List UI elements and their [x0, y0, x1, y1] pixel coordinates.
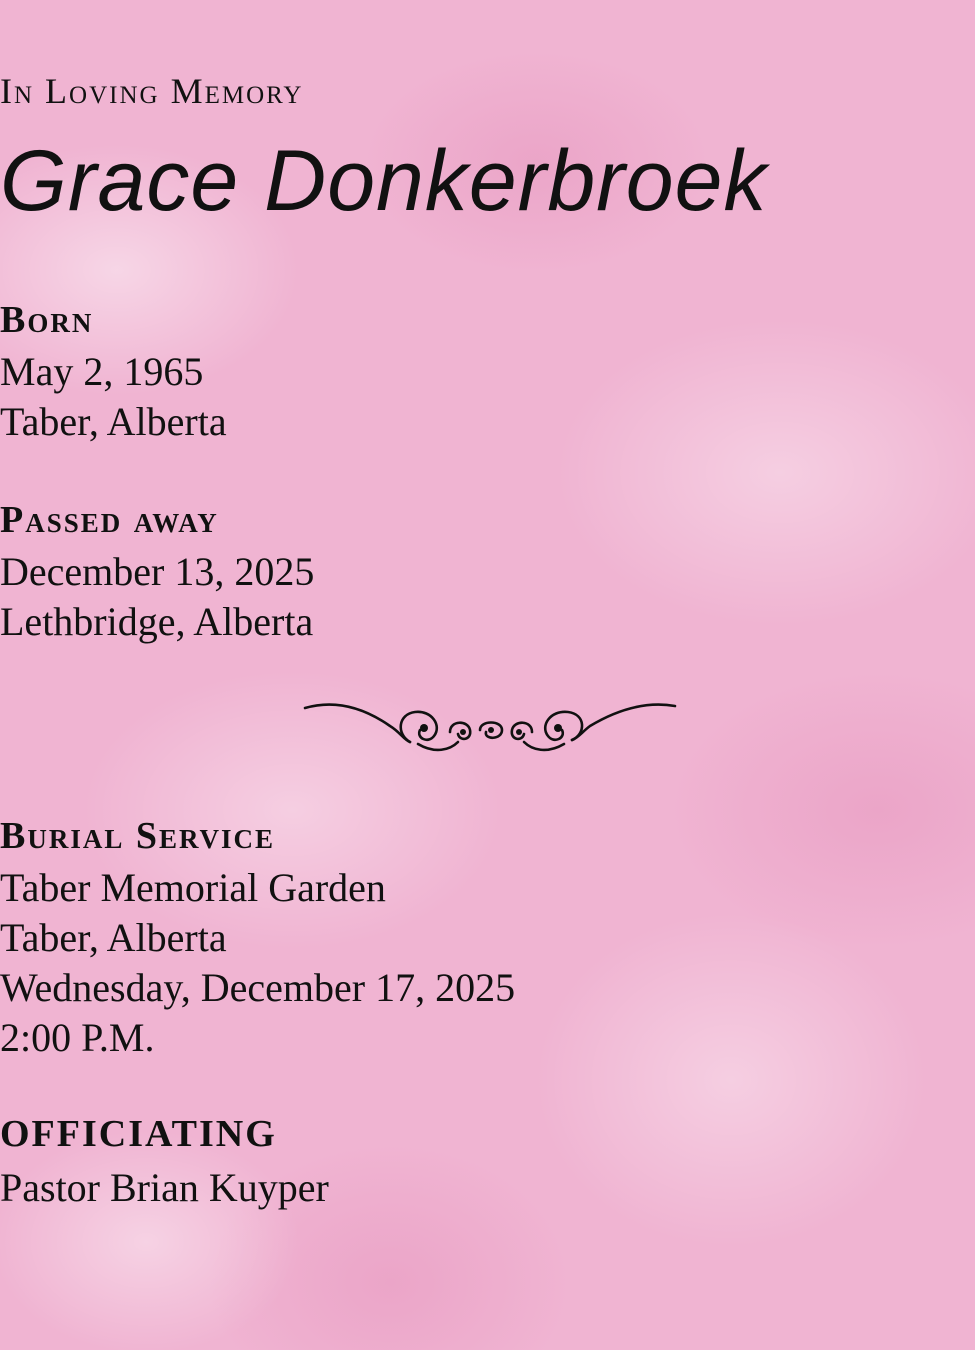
passed-away-date: December 13, 2025 [0, 549, 315, 594]
passed-away-label: Passed away [0, 499, 219, 541]
in-loving-memory-heading: In Loving Memory [0, 71, 304, 111]
burial-venue: Taber Memorial Garden [0, 865, 386, 910]
burial-time: 2:00 P.M. [0, 1015, 155, 1060]
burial-date: Wednesday, December 17, 2025 [0, 965, 516, 1010]
deceased-name: Grace Donkerbroek [0, 133, 768, 229]
burial-place: Taber, Alberta [0, 915, 227, 960]
scroll-flourish-icon [300, 692, 680, 762]
officiant-name: Pastor Brian Kuyper [0, 1165, 329, 1210]
born-date: May 2, 1965 [0, 349, 204, 394]
born-label: Born [0, 299, 94, 341]
burial-service-label: Burial Service [0, 815, 276, 857]
passed-away-place: Lethbridge, Alberta [0, 599, 314, 644]
born-place: Taber, Alberta [0, 399, 227, 444]
officiating-label: OFFICIATING [0, 1113, 277, 1155]
